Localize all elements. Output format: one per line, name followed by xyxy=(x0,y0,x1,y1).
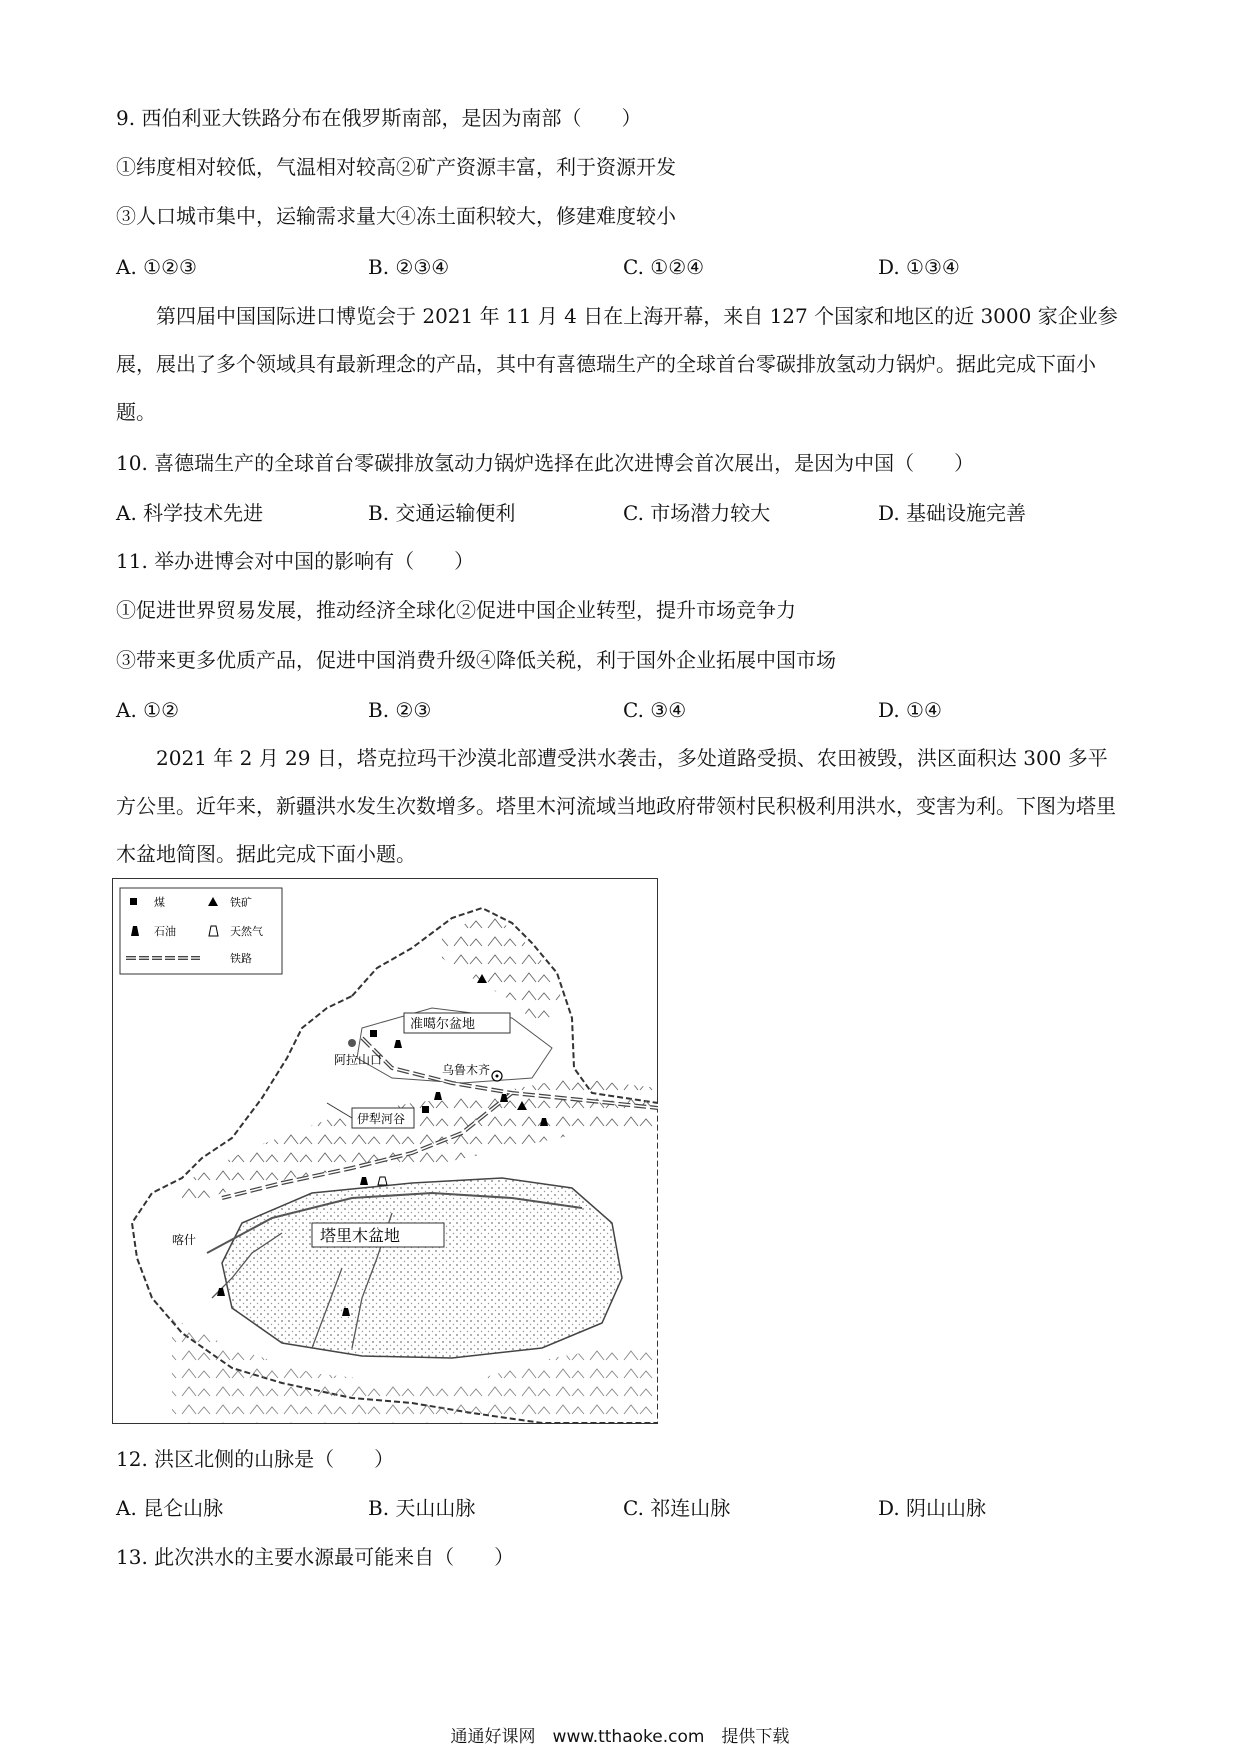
q10-option-d: D. 基础设施完善 xyxy=(878,501,1027,525)
q11-option-b: B. ②③ xyxy=(368,698,432,722)
q11-statement-line-1: ①促进世界贸易发展，推动经济全球化②促进中国企业转型，提升市场竞争力 xyxy=(116,598,796,622)
q10-option-b: B. 交通运输便利 xyxy=(368,501,516,525)
q12-option-a: A. 昆仑山脉 xyxy=(116,1496,224,1520)
coal-marker xyxy=(370,1030,377,1037)
q11-option-d: D. ①④ xyxy=(878,698,942,722)
legend-gas: 天然气 xyxy=(230,925,263,938)
q10-option-c: C. 市场潜力较大 xyxy=(623,501,771,525)
q12-option-c: C. 祁连山脉 xyxy=(623,1496,731,1520)
q9-option-b: B. ②③④ xyxy=(368,255,450,279)
q11-option-c: C. ③④ xyxy=(623,698,687,722)
label-alashankou: 阿拉山口 xyxy=(334,1053,383,1067)
q13-stem: 13. 此次洪水的主要水源最可能来自（ ） xyxy=(116,1545,515,1569)
coal-marker xyxy=(422,1106,429,1113)
coal-legend-icon xyxy=(130,898,137,905)
q9-stem: 9. 西伯利亚大铁路分布在俄罗斯南部，是因为南部（ ） xyxy=(116,106,642,130)
q10-stem: 10. 喜德瑞生产的全球首台零碳排放氢动力锅炉选择在此次进博会首次展出，是因为中国（ ） xyxy=(116,451,975,475)
label-yili: 伊犁河谷 xyxy=(357,1112,406,1126)
page-footer[interactable]: 通通好课网 www.tthaoke.com 提供下载 xyxy=(450,1727,790,1747)
q11-statement-line-2: ③带来更多优质产品，促进中国消费升级④降低关税，利于国外企业拓展中国市场 xyxy=(116,648,836,672)
q11-option-a: A. ①② xyxy=(116,698,180,722)
q9-statement-line-1: ①纬度相对较低，气温相对较高②矿产资源丰富，利于资源开发 xyxy=(116,155,676,179)
q9-statement-line-2: ③人口城市集中，运输需求量大④冻土面积较大，修建难度较小 xyxy=(116,204,676,228)
q9-option-c: C. ①②④ xyxy=(623,255,705,279)
intro-paragraph-flood: 2021 年 2 月 29 日，塔克拉玛干沙漠北部遭受洪水袭击，多处道路受损、农田被毁，洪区面积达 300 多平方公里。近年来，新疆洪水发生次数增多。塔里木河流域当地政府带领村民积极利用洪水，变害为利。下图为塔里木盆地简图。据此完成下面小题。 xyxy=(116,746,1116,866)
label-junggar: 准噶尔盆地 xyxy=(410,1017,476,1032)
q9-option-a: A. ①②③ xyxy=(116,255,197,279)
q12-stem: 12. 洪区北侧的山脉是（ ） xyxy=(116,1447,395,1471)
legend-railway: 铁路 xyxy=(230,952,252,965)
q12-option-d: D. 阴山山脉 xyxy=(878,1496,987,1520)
label-urumqi: 乌鲁木齐 xyxy=(442,1063,491,1077)
q11-stem: 11. 举办进博会对中国的影响有（ ） xyxy=(116,549,475,573)
legend-coal: 煤 xyxy=(154,896,165,909)
alashankou-dot xyxy=(348,1039,356,1047)
tarim-basin-map xyxy=(112,878,658,1424)
legend-oil: 石油 xyxy=(154,925,176,938)
gas-legend-icon xyxy=(209,926,218,936)
q12-option-b: B. 天山山脉 xyxy=(368,1496,476,1520)
intro-paragraph-expo: 第四届中国国际进口博览会于 2021 年 11 月 4 日在上海开幕，来自 127 个国家和地区的近 3000 家企业参展，展出了多个领域具有最新理念的产品，其中有喜德瑞生产的全球首台零碳排放氢动力锅炉。据此完成下面小题。 xyxy=(116,304,1118,424)
gas-marker xyxy=(378,1177,387,1185)
legend-iron: 铁矿 xyxy=(230,896,252,909)
label-kashi: 喀什 xyxy=(172,1233,197,1247)
q9-option-d: D. ①③④ xyxy=(878,255,960,279)
label-tarim: 塔里木盆地 xyxy=(320,1226,401,1245)
q10-option-a: A. 科学技术先进 xyxy=(116,501,264,525)
